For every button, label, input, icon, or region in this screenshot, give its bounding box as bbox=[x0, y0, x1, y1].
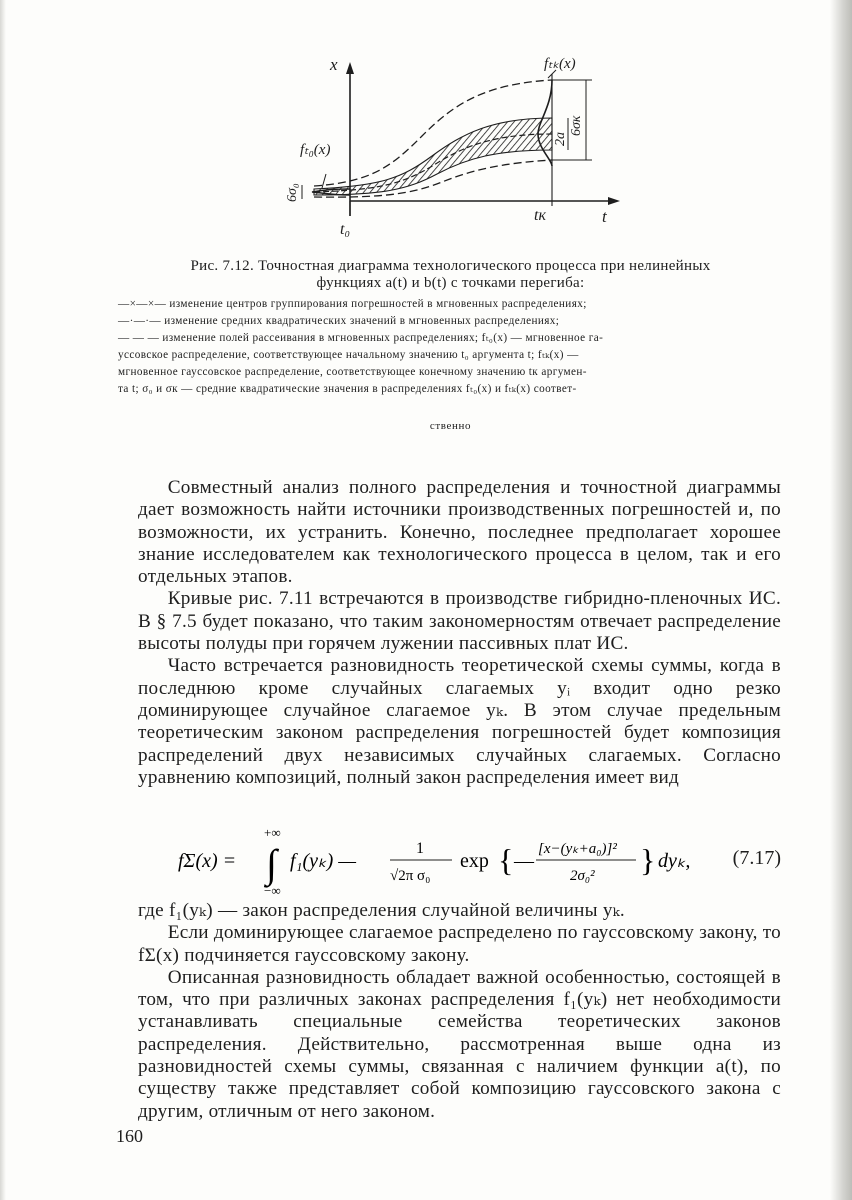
brace-open: { bbox=[498, 842, 514, 878]
paragraph: Если доминирующее слагаемое распределено по гауссовскому закону, то fΣ(x) подчиняется гауссовскому закону. bbox=[138, 922, 781, 966]
body-text-lower bbox=[138, 900, 781, 1123]
x-axis-label: x bbox=[330, 56, 338, 74]
paragraph: Кривые рис. 7.11 встречаются в производстве гибридно-пленочных ИС. В § 7.5 будет показано, что таким закономерностям отвечает распределение высоты полуды при горячем лужении пассивных плат ИС. bbox=[138, 588, 781, 655]
scan-left-edge bbox=[0, 0, 6, 1200]
legend-line: та t; σ₀ и σк — средние квадратические значения в распределениях fₜ₀(x) и fₜₖ(x) соответ- bbox=[118, 383, 577, 395]
minus-sign: — bbox=[514, 850, 534, 872]
page-number: 160 bbox=[116, 1126, 143, 1146]
t-axis-label: t bbox=[602, 207, 607, 226]
upper-limit: +∞ bbox=[264, 825, 281, 840]
tk-label: tк bbox=[534, 207, 546, 224]
paragraph: Часто встречается разновидность теоретической схемы суммы, когда в последнюю кроме случайных слагаемых yᵢ входит одно резко доминирующее случайное слагаемое yₖ. В этом случае предельным теоретическим законом распределения погрешностей будет композиция распределений двух независимых случайных слагаемых. Согласно уравнению композиций, полный закон распределения имеет вид bbox=[138, 655, 781, 788]
differential: dyₖ, bbox=[658, 850, 691, 872]
figure-caption-title bbox=[118, 258, 783, 292]
formula-7-17 bbox=[138, 825, 781, 897]
body-text-upper bbox=[138, 477, 781, 789]
f-t0-label: fₜ₀(x) bbox=[300, 142, 331, 158]
caption-end: ственно bbox=[429, 420, 472, 432]
integrand: f₁(yₖ) — bbox=[290, 850, 357, 872]
paragraph: Совместный анализ полного распределения и точностной диаграммы дает возможность найти источники производственных погрешностей и, по возможности, их устранить. Конечно, последнее предполагает хорошее знание исследователем как технологического процесса в целом, так и его отдельных этапов. bbox=[138, 477, 781, 588]
legend-line: мгновенное гауссовское распределение, соответствующее конечному значению tк аргумен- bbox=[118, 366, 587, 378]
exp-numerator: [x−(yₖ+a₀)]² bbox=[538, 841, 617, 857]
equation-number: (7.17) bbox=[732, 847, 781, 869]
exp-denominator: 2σ₀² bbox=[570, 868, 595, 884]
precision-diagram-figure bbox=[262, 56, 622, 246]
legend-line: — — — изменение полей рассеивания в мгновенных распределениях; fₜ₀(x) — мгновенное га- bbox=[118, 332, 604, 344]
paragraph: где f₁(yₖ) — закон распределения случайной величины yₖ. bbox=[138, 900, 625, 921]
t0-label: t₀ bbox=[340, 221, 351, 238]
t-axis-arrow bbox=[608, 197, 620, 205]
t0-leader bbox=[322, 174, 326, 188]
legend-line: уссовское распределение, соответствующее начальному значению t₀ аргумента t; fₜₖ(x) — bbox=[118, 349, 579, 361]
f-tk-label: fₜₖ(x) bbox=[544, 56, 576, 72]
x-axis-arrow bbox=[346, 62, 354, 74]
formula-lhs: fΣ(x) = bbox=[178, 850, 237, 872]
six-sigma-k-label: 6σк bbox=[569, 115, 584, 136]
two-a-label: 2a bbox=[553, 132, 568, 146]
caption-title-line1: Рис. 7.12. Точностная диаграмма технологического процесса при нелинейных bbox=[190, 258, 711, 274]
exp-word: exp bbox=[460, 850, 489, 872]
fraction-numerator: 1 bbox=[416, 840, 424, 857]
lower-limit: −∞ bbox=[264, 883, 281, 897]
scan-right-edge bbox=[830, 0, 852, 1200]
fraction-denominator: √2π σ₀ bbox=[390, 868, 431, 884]
legend-line: —·—·— изменение средних квадратических значений в мгновенных распределениях; bbox=[118, 315, 560, 327]
figure-caption-legend bbox=[118, 296, 783, 398]
paragraph: Описанная разновидность обладает важной особенностью, состоящей в том, что при различных законах распределения f₁(yₖ) нет необходимости устанавливать специальные семейства теоретических законов распределения. Действительно, рассмотренная выше одна из разновидностей схемы суммы, связанная с наличием функции a(t), по существу также представляет собой композицию гауссовского закона с другим, отличным от него законом. bbox=[138, 966, 781, 1122]
brace-close: } bbox=[640, 842, 656, 878]
caption-title-line2: функциях a(t) и b(t) с точками перегиба: bbox=[316, 275, 585, 291]
formula-expression bbox=[178, 825, 718, 897]
legend-line: —×—×— изменение центров группирования погрешностей в мгновенных распределениях; bbox=[118, 298, 587, 310]
six-sigma0-label: 6σ₀ bbox=[285, 183, 300, 202]
integral-sign: ∫ bbox=[266, 841, 277, 886]
